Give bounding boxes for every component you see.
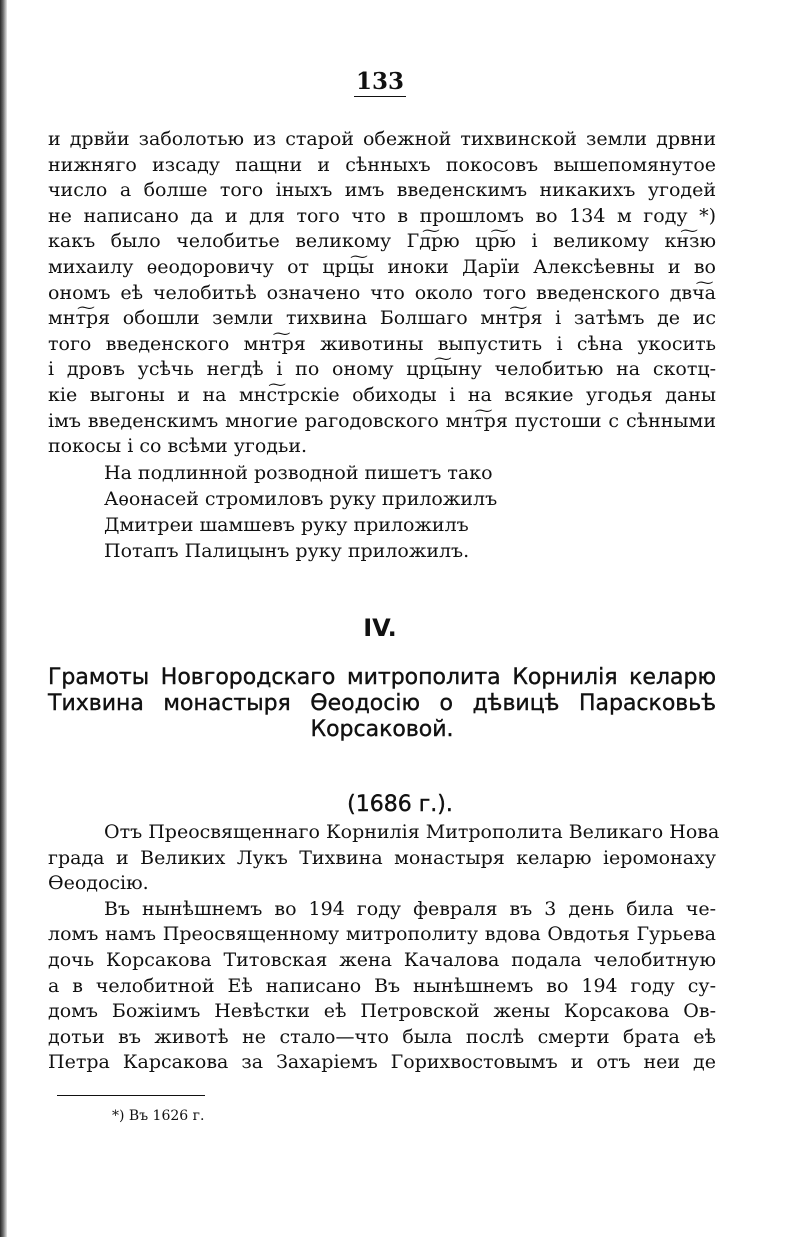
signature-line: Потапъ Палицынъ руку приложилъ. xyxy=(104,540,470,562)
text-line: домъ Божіимъ Невѣстки еѣ Петровской жены Корсакова Ов- xyxy=(48,1000,716,1023)
text-line: імъ введенскимъ многие рагодовского мнт͠ря пустоши с сѣнными xyxy=(48,409,716,432)
signature-line: Аѳонасей стромиловъ руку приложилъ xyxy=(104,488,498,510)
text-line: покосы і со всѣми угодьи. xyxy=(48,435,308,458)
heading-line: Грамоты Новгородскаго митрополита Корнилія келарю xyxy=(48,665,716,690)
text-line: дочь Корсакова Титовская жена Качалова подала челобитную xyxy=(48,948,716,971)
text-line: кіе выгоны и на мнс͠трскіе обиходы і на всякие угодья даны xyxy=(48,383,716,406)
document-body xyxy=(48,820,720,1076)
text-line: Отъ Преосвященнаго Корнилія Митрополита Великаго Нова xyxy=(104,821,720,843)
signature-line: Дмитреи шамшевъ руку приложилъ xyxy=(104,514,469,536)
text-line: нижняго изсаду пащни и сѣнныхъ покосовъ вышепомянутое xyxy=(48,153,716,176)
text-line: михаилу ѳеодоровичу от црц͠ы иноки Дарїи Алексѣевны и во xyxy=(48,255,716,278)
text-line: Ѳеодосію. xyxy=(48,872,149,895)
text-line: мнт͠ря обошли земли тихвина Болшаго мнт͠ря і затѣмъ де ис xyxy=(48,307,716,330)
heading-line: Корсаковой. xyxy=(310,717,454,742)
page-number-text: 133 xyxy=(355,68,404,95)
text-line: не написано да и для того что в прошломъ во 134 м году *) xyxy=(48,204,716,227)
text-line: какъ было челобитье великому Гд͠рю цр͠ю і великому кн͠зю xyxy=(48,230,716,253)
section-year: (1686 г.). xyxy=(347,792,453,817)
text-line: ломъ намъ Преосвященному митрополиту вдова Овдотья Гурьева xyxy=(48,923,716,946)
paragraph-continuation xyxy=(48,127,716,460)
text-line: ономъ еѣ челобитьѣ означено что около того введенского двч͠а xyxy=(48,281,716,304)
text-line: і дровъ усѣчь негдѣ і по оному црц͠ыну челобитью на скотц- xyxy=(48,358,716,381)
footnote: *) Въ 1626 г. xyxy=(112,1108,205,1124)
page-number xyxy=(0,68,760,95)
text-line: града и Великих Лукъ Тихвина монастыря келарю іеромонаху xyxy=(48,846,716,869)
footnote-divider xyxy=(57,1095,205,1096)
text-line: того введенского мнт͠ря животины выпустить і сѣна укосить xyxy=(48,332,716,355)
signatures-block xyxy=(104,460,704,564)
section-heading xyxy=(48,665,716,743)
text-line: число а болше того іныхъ имъ введенскимъ никакихъ угодей xyxy=(48,179,716,202)
text-line: Петра Карсакова за Захаріемъ Горихвостовымъ и отъ неи де xyxy=(48,1051,716,1074)
text-line: Въ нынѣшнемъ во 194 году февраля въ 3 день била че- xyxy=(104,897,716,920)
text-line: дотьи въ животѣ не стало—что была послѣ смерти брата еѣ xyxy=(48,1025,716,1048)
signature-line: На подлинной розводной пишетъ тако xyxy=(104,462,493,484)
text-line: и дрвйи заболотью из старой обежной тихвинской земли дрвни xyxy=(48,128,716,150)
section-number: IV. xyxy=(363,614,397,642)
text-line: а в челобитной Еѣ написано Въ нынѣшнемъ во 194 году су- xyxy=(48,974,716,997)
heading-line: Тихвина монастыря Ѳеодосію о дѣвицѣ Парасковьѣ xyxy=(48,691,716,716)
